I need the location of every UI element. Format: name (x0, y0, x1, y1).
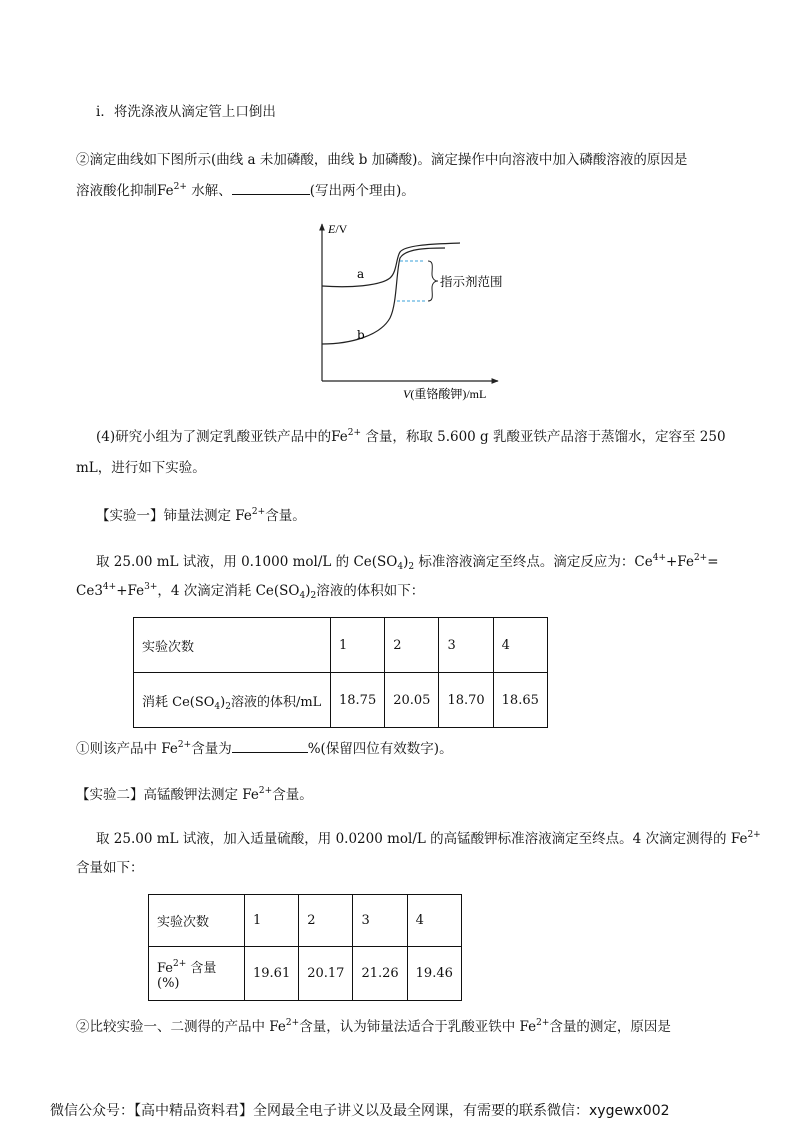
table-row (149, 947, 462, 1001)
table-header-label: 实验次数 (149, 895, 245, 947)
table-row (149, 895, 462, 947)
sub-question-2: ②比较实验一、二测得的产品中 $Fe^{2+}$含量，认为铈量法适合于乳酸亚铁中 $Fe^{2+}$含量的测定，原因是 (76, 1018, 671, 1035)
option-i: i．将洗涤液从滴定管上口倒出 (96, 104, 276, 120)
table-cell: 1 (245, 895, 299, 947)
table-cerium-volume (133, 617, 548, 728)
table-cell: 2 (385, 618, 439, 673)
table-cell: 3 (439, 618, 493, 673)
answer-blank (232, 738, 308, 753)
table-cell: 3 (353, 895, 407, 947)
sub-question-1: ①则该产品中 $Fe^{2+}$含量为 %(保留四位有效数字)。 (76, 740, 453, 757)
table-cell: 19.46 (407, 947, 461, 1001)
table-cell: 19.61 (245, 947, 299, 1001)
experiment-1-paragraph-line-1: 取 25.00 mL 试液，用 0.1000 mol/L 的 $Ce(SO_4)_2$ 标准溶液滴定至终点。滴定反应为：$Ce^{4+}+Fe^{2+}=$ (96, 553, 719, 572)
indicator-brace (428, 261, 438, 301)
experiment-1-paragraph-line-2: $Ce3^{4+}+Fe^{3+}$，4 次滴定消耗 $Ce(SO_4)_2$溶液的体积如下： (76, 582, 425, 601)
experiment-2-paragraph-line-1: 取 25.00 mL 试液，加入适量硫酸，用 0.0200 mol/L 的高锰酸钾标准溶液滴定至终点。4 次滴定测得的 $Fe^{2+}$ (96, 830, 761, 847)
table-cell: 21.26 (353, 947, 407, 1001)
question-4-line-2: mL，进行如下实验。 (76, 460, 206, 476)
indicator-label: 指示剂范围 (440, 274, 503, 289)
answer-blank (232, 180, 310, 195)
table-cell: 18.65 (493, 673, 547, 728)
curve-a-label: a (357, 267, 365, 281)
table-cell: 4 (407, 895, 461, 947)
question-2-line-1: ②滴定曲线如下图所示(曲线 a 未加磷酸，曲线 b 加磷酸)。滴定操作中向溶液中加入磷酸溶液的原因是 (76, 152, 688, 168)
table-cell: 18.75 (331, 673, 385, 728)
table-header-label: 实验次数 (134, 618, 331, 673)
y-axis-label: E/V (328, 222, 348, 236)
x-axis-label: V(重铬酸钾)/mL (403, 387, 487, 401)
table-row (134, 618, 548, 673)
table-cell: 2 (299, 895, 353, 947)
question-2-line-2: 溶液酸化抑制$Fe^{2+}$ 水解、 (写出两个理由)。 (76, 182, 415, 199)
question-4-line-1: (4)研究小组为了测定乳酸亚铁产品中的$Fe^{2+}$ 含量，称取 5.600 g 乳酸亚铁产品溶于蒸馏水，定容至 250 (96, 428, 726, 445)
table-cell: 1 (331, 618, 385, 673)
table-cell: 20.05 (385, 673, 439, 728)
table-row (134, 673, 548, 728)
curve-b (322, 248, 445, 344)
table-cell: 4 (493, 618, 547, 673)
table-fe2-content (148, 894, 462, 1001)
experiment-2-title: 【实验二】高锰酸钾法测定 $Fe^{2+}$含量。 (76, 786, 313, 803)
titration-curve-figure (300, 218, 520, 402)
experiment-2-paragraph-line-2: 含量如下： (76, 860, 144, 876)
table-cell: 18.70 (439, 673, 493, 728)
experiment-1-title: 【实验一】铈量法测定 $Fe^{2+}$含量。 (96, 507, 306, 524)
footer-watermark-text: 微信公众号：【高中精品资料君】全网最全电子讲义以及最全网课，有需要的联系微信：xygewx002 (50, 1103, 670, 1119)
table-row-label: $Fe^{2+}$ 含量(%) (149, 947, 245, 1001)
table-cell: 20.17 (299, 947, 353, 1001)
curve-b-label: b (357, 328, 365, 342)
table-row-label: 消耗 $Ce(SO_4)_2$溶液的体积/mL (134, 673, 331, 728)
